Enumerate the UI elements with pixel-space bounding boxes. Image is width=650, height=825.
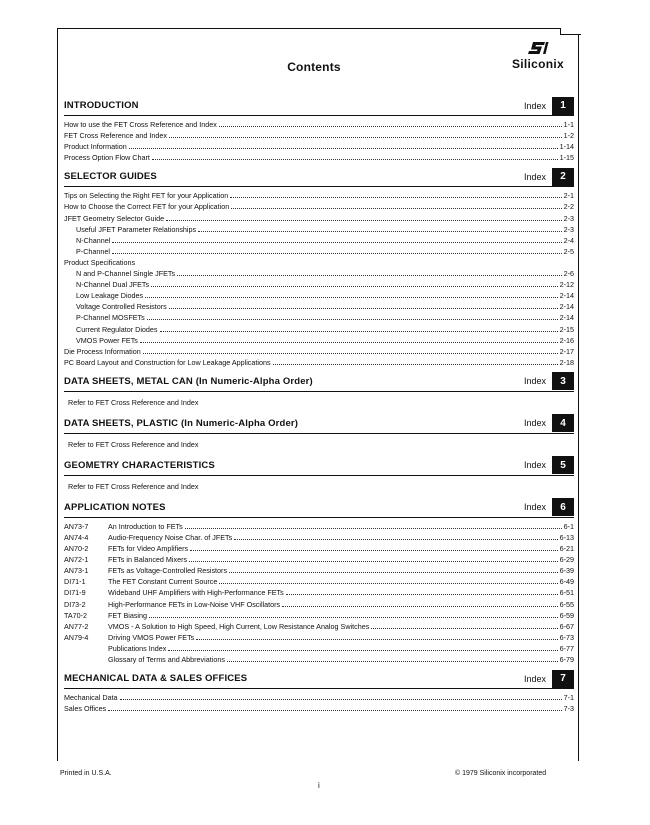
entry-title: Driving VMOS Power FETs (108, 632, 195, 642)
entry-page: 6-79 (559, 655, 574, 664)
toc-entry (64, 119, 574, 130)
entry-title: FETs as Voltage-Controlled Resistors (108, 566, 228, 576)
section-index-label: Index (523, 418, 546, 429)
entry-page: 2-3 (563, 224, 574, 234)
entry-title: N-Channel (76, 235, 111, 245)
section-number-tab: 6 (552, 498, 574, 516)
dot-leader (145, 290, 557, 298)
dot-leader (112, 246, 562, 254)
entry-title: Wideband UHF Amplifiers with High-Performance FETs (108, 588, 284, 598)
entry-title: N and P-Channel Single JFETs (76, 269, 176, 279)
entry-page: 2-5 (563, 246, 574, 256)
entry-code: DI73-2 (64, 599, 86, 609)
dot-leader (371, 621, 557, 629)
page-title: Contents (287, 60, 341, 74)
toc-section (64, 669, 574, 714)
section-number-tab: 4 (552, 414, 574, 432)
entry-title: FET Biasing (108, 610, 148, 620)
section-title: INTRODUCTION (64, 100, 139, 111)
toc-entry (64, 632, 574, 643)
section-reference-note: Refer to FET Cross Reference and Index (68, 481, 199, 491)
toc-entry (64, 599, 574, 610)
entry-title: PC Board Layout and Construction for Low Leakage Applications (64, 357, 271, 367)
section-number-tab: 1 (552, 97, 574, 115)
dot-leader (189, 554, 558, 562)
toc-entry (64, 312, 574, 323)
toc-entry (64, 224, 574, 235)
entry-title: Mechanical Data (64, 693, 118, 703)
dot-leader (140, 335, 558, 343)
entry-title: How to Choose the Correct FET for your Application (64, 202, 230, 212)
entry-page: 1-1 (563, 120, 574, 129)
dot-leader (149, 610, 558, 618)
entry-page: 1-14 (559, 142, 574, 152)
section-index-label: Index (523, 502, 546, 513)
section-header (64, 669, 574, 689)
entry-code: TA70-2 (64, 610, 88, 620)
section-header (64, 498, 574, 518)
toc-entry (64, 554, 574, 565)
dot-leader (168, 643, 557, 651)
toc-entry (64, 335, 574, 346)
logo-text: Siliconix (511, 57, 565, 71)
section-index-label: Index (523, 673, 546, 684)
entry-title: N-Channel Dual JFETs (76, 280, 150, 290)
entry-title: The FET Constant Current Source (108, 577, 218, 587)
entry-page: 2-14 (559, 302, 574, 312)
toc-entry (64, 213, 574, 224)
entry-title: Glossary of Terms and Abbreviations (108, 655, 225, 664)
section-title: SELECTOR GUIDES (64, 171, 157, 183)
entry-code: AN77-2 (64, 621, 89, 631)
entry-title: VMOS - A Solution to High Speed, High Current, Low Resistance Analog Switches (108, 621, 370, 631)
toc-entry (64, 130, 574, 141)
toc-entry (64, 532, 574, 543)
toc-entry (64, 235, 574, 246)
entry-title: FETs in Balanced Mixers (108, 555, 188, 565)
dot-leader (151, 279, 558, 287)
entry-page: 6-49 (559, 577, 574, 587)
toc-entry (64, 246, 574, 257)
entry-page: 1-15 (559, 153, 574, 163)
dot-leader (196, 632, 557, 640)
toc-entry (64, 565, 574, 576)
entry-title: How to use the FET Cross Reference and Index (64, 120, 217, 129)
entry-title: Die Process Information (64, 346, 141, 356)
section-title: GEOMETRY CHARACTERISTICS (64, 459, 215, 471)
entry-page: 2-3 (563, 213, 574, 223)
toc-section (64, 498, 574, 665)
page-number: i (318, 781, 320, 790)
dot-leader (219, 576, 557, 584)
toc-entry (64, 610, 574, 621)
toc-entry (64, 357, 574, 368)
dot-leader (198, 224, 562, 232)
dot-leader (231, 201, 561, 209)
entry-page: 6-21 (559, 544, 574, 554)
dot-leader (282, 599, 557, 607)
dot-leader (147, 312, 558, 320)
toc-section (64, 456, 574, 494)
toc-section (64, 372, 574, 410)
dot-leader (169, 130, 562, 138)
toc-entry (64, 301, 574, 312)
entry-page: 2-18 (559, 357, 574, 367)
dot-leader (169, 301, 558, 309)
siliconix-logo (498, 40, 578, 71)
section-reference-note: Refer to FET Cross Reference and Index (68, 439, 199, 449)
entry-page: 6-73 (559, 632, 574, 642)
dot-leader (129, 141, 558, 149)
toc-entry (64, 692, 574, 703)
toc-entry (64, 141, 574, 152)
toc-entry (64, 324, 574, 335)
copyright-label: © 1979 Siliconix incorporated (455, 770, 547, 777)
dot-leader (273, 357, 558, 365)
section-title: DATA SHEETS, PLASTIC (In Numeric-Alpha Order) (64, 417, 299, 429)
entry-code: AN73-1 (64, 566, 89, 576)
entry-page: 6-13 (559, 532, 574, 542)
entry-page: 2-14 (559, 291, 574, 301)
siliconix-logo-icon (527, 40, 549, 56)
toc-entry (64, 201, 574, 212)
dot-leader (190, 543, 557, 551)
entry-title: Useful JFET Parameter Relationships (76, 224, 197, 234)
entry-page: 6-29 (559, 555, 574, 565)
entry-title: Process Option Flow Chart (64, 153, 150, 163)
toc-entry (64, 521, 574, 532)
section-index-label: Index (523, 376, 546, 387)
toc-entry (64, 703, 574, 714)
entry-title: FETs for Video Amplifiers (108, 544, 189, 554)
dot-leader (120, 692, 562, 700)
entry-title: P-Channel MOSFETs (76, 313, 145, 323)
toc-entry (64, 346, 574, 357)
entry-code: DI71-9 (64, 588, 86, 598)
entry-page: 6-39 (559, 566, 574, 576)
entry-title: VMOS Power FETs (76, 335, 138, 345)
section-number-tab: 7 (552, 670, 574, 688)
entry-code: AN74-4 (64, 532, 89, 542)
entry-page: 6-67 (559, 621, 574, 631)
toc-entry (64, 290, 574, 301)
section-title: APPLICATION NOTES (64, 501, 166, 513)
section-header (64, 414, 574, 434)
dot-leader (112, 235, 561, 243)
entry-code: AN70-2 (64, 544, 89, 554)
entry-page: 6-1 (563, 521, 574, 531)
toc-entry (64, 654, 574, 665)
entry-page: 6-55 (559, 599, 574, 609)
dot-leader (177, 268, 562, 276)
entry-page: 6-51 (559, 588, 574, 598)
entry-code: AN79-4 (64, 632, 89, 642)
toc-entry (64, 543, 574, 554)
toc-entry (64, 268, 574, 279)
dot-leader (185, 521, 562, 529)
entry-page: 7-3 (563, 704, 574, 714)
section-title: MECHANICAL DATA & SALES OFFICES (64, 673, 248, 685)
section-index-label: Index (523, 100, 546, 111)
toc-entry (64, 190, 574, 201)
toc-entry (64, 576, 574, 587)
toc-entry (64, 279, 574, 290)
entry-title: P-Channel (76, 246, 110, 256)
dot-leader (227, 654, 558, 662)
entry-code: AN72-1 (64, 555, 89, 565)
entry-title: Product Information (64, 142, 127, 152)
section-header (64, 372, 574, 392)
toc-entry (64, 152, 574, 163)
section-header (64, 167, 574, 187)
table-of-contents (64, 96, 574, 718)
toc-entry (64, 587, 574, 598)
entry-page: 6-59 (559, 610, 574, 620)
entry-title: High-Performance FETs in Low-Noise VHF Oscillators (108, 599, 281, 609)
entry-page: 6-77 (559, 643, 574, 653)
dot-leader (108, 703, 561, 711)
entry-title: JFET Geometry Selector Guide (64, 213, 165, 223)
toc-entry (64, 643, 574, 654)
toc-entry (64, 621, 574, 632)
dot-leader (230, 190, 561, 198)
entry-title: FET Cross Reference and Index (64, 131, 167, 141)
entry-page: 2-12 (559, 280, 574, 290)
entry-title: Voltage Controlled Resistors (76, 302, 167, 312)
entry-code: DI71-1 (64, 577, 86, 587)
section-number-tab: 2 (552, 168, 574, 186)
entry-page: 7-1 (563, 693, 574, 703)
entry-page: 2-14 (559, 313, 574, 323)
section-index-label: Index (523, 171, 546, 182)
entry-page: 1-2 (563, 131, 574, 141)
entry-title: An Introduction to FETs (108, 521, 183, 531)
dot-leader (160, 324, 558, 332)
toc-section (64, 96, 574, 163)
toc-section (64, 167, 574, 368)
entry-title: Low Leakage Diodes (76, 291, 144, 301)
entry-page: 2-4 (563, 235, 574, 245)
toc-section (64, 414, 574, 452)
printed-in-label: Printed in U.S.A. (60, 770, 112, 777)
section-index-label: Index (523, 460, 546, 471)
dot-leader (152, 152, 558, 160)
section-number-tab: 5 (552, 456, 574, 474)
frame-corner-tab (560, 28, 581, 35)
entry-title: Product Specifications (64, 257, 136, 267)
dot-leader (143, 346, 558, 354)
dot-leader (286, 587, 558, 595)
entry-page: 2-17 (559, 346, 574, 356)
dot-leader (166, 213, 561, 221)
section-reference-note: Refer to FET Cross Reference and Index (68, 397, 199, 407)
entry-title: Sales Offices (64, 704, 107, 714)
entry-title: Current Regulator Diodes (76, 324, 158, 334)
entry-page: 2-16 (559, 335, 574, 345)
entry-page: 2-6 (563, 269, 574, 279)
entry-code: AN73-7 (64, 521, 89, 531)
section-header (64, 456, 574, 476)
dot-leader (234, 532, 557, 540)
entry-page: 2-1 (563, 191, 574, 201)
entry-title: Tips on Selecting the Right FET for your Application (64, 191, 229, 201)
section-header (64, 96, 574, 116)
section-title: DATA SHEETS, METAL CAN (In Numeric-Alpha Order) (64, 375, 313, 387)
entry-title: Audio-Frequency Noise Char. of JFETs (108, 532, 233, 542)
entry-page: 2-2 (563, 202, 574, 212)
dot-leader (229, 565, 558, 573)
entry-title: Publications Index (108, 643, 167, 653)
dot-leader (219, 119, 562, 127)
toc-entry (64, 257, 574, 268)
section-number-tab: 3 (552, 372, 574, 390)
entry-page: 2-15 (559, 324, 574, 334)
